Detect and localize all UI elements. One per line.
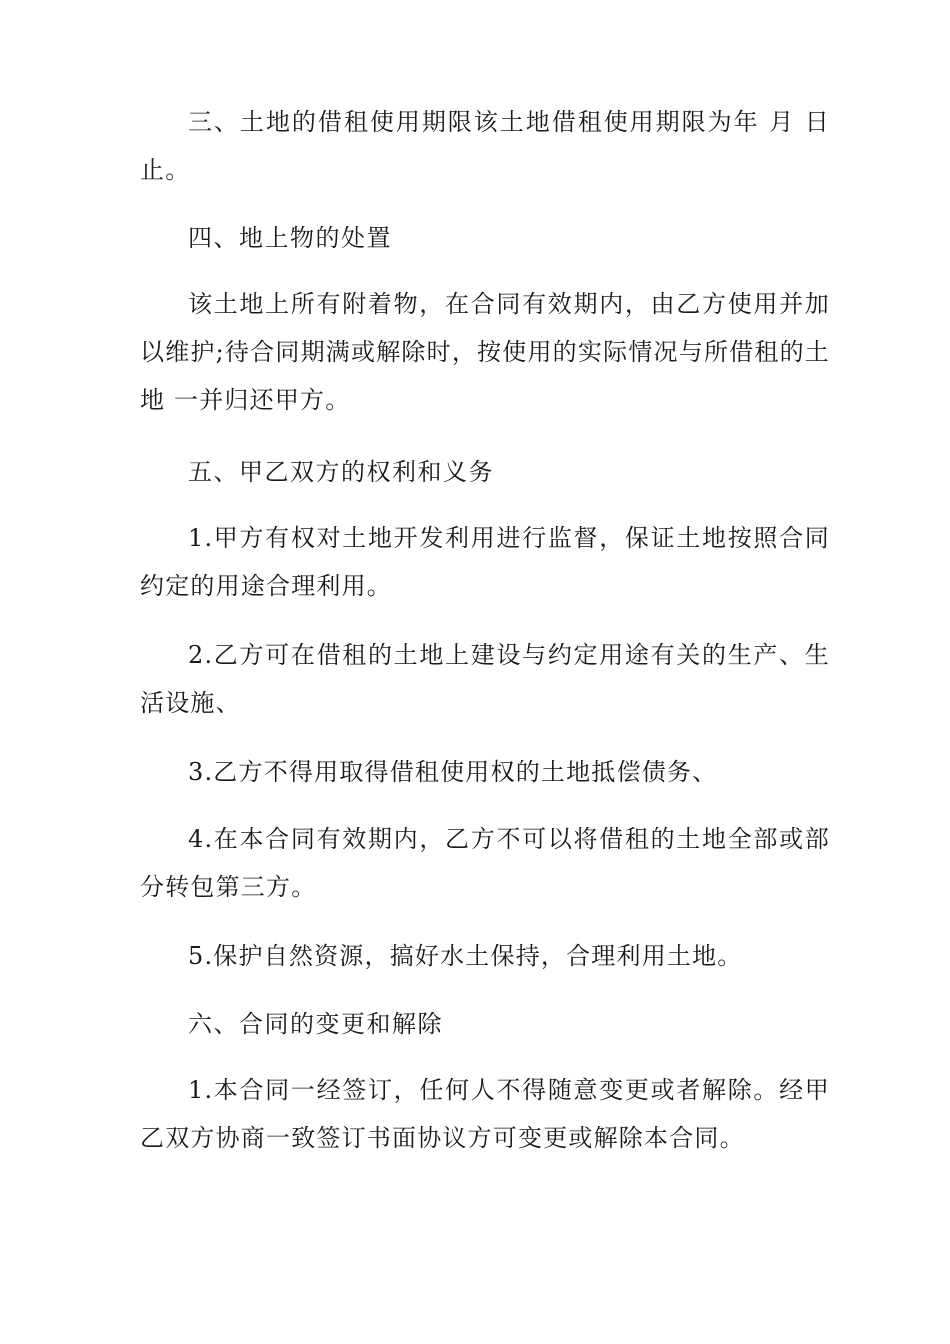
section-5-item-4: 4.在本合同有效期内，乙方不可以将借租的土地全部或部分转包第三方。	[140, 825, 830, 901]
section-5-item-5: 5.保护自然资源，搞好水土保持，合理利用土地。	[188, 942, 743, 970]
section-5-item-1: 1.甲方有权对土地开发利用进行监督，保证土地按照合同约定的用途合理利用。	[140, 524, 830, 600]
section-3-term-paragraph: 三、土地的借租使用期限该土地借租使用期限为年 月 日止。	[140, 108, 830, 184]
section-5-item-3: 3.乙方不得用取得借租使用权的土地抵偿债务、	[188, 758, 718, 786]
section-5-item-2: 2.乙方可在借租的土地上建设与约定用途有关的生产、生活设施、	[140, 641, 830, 717]
section-4-attachments-paragraph: 该土地上所有附着物，在合同有效期内，由乙方使用并加以维护;待合同期满或解除时，按使用的实际情况与所借租的土地 一并归还甲方。	[140, 290, 830, 414]
section-5-heading: 五、甲乙双方的权利和义务	[188, 458, 494, 486]
section-6-heading: 六、合同的变更和解除	[188, 1010, 443, 1038]
section-6-item-1: 1.本合同一经签订，任何人不得随意变更或者解除。经甲乙双方协商一致签订书面协议方可变更或解除本合同。	[140, 1076, 830, 1152]
section-4-heading: 四、地上物的处置	[188, 224, 392, 252]
